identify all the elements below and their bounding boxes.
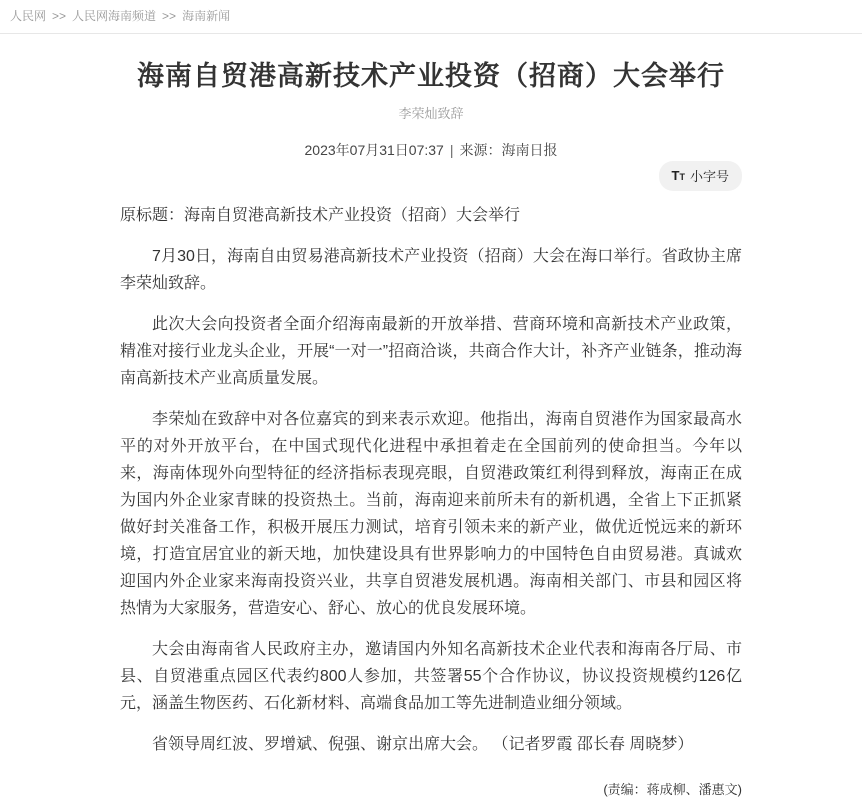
publish-date: 2023年07月31日07:37	[304, 142, 444, 158]
paragraph: 大会由海南省人民政府主办，邀请国内外知名高新技术企业代表和海南各厅局、市县、自贸港重点园区代表约800人参加，共签署55个合作协议，协议投资规模约126亿元，涵盖生物医药、石化新材料、高端食品加工等先进制造业细分领域。	[120, 641, 742, 712]
paragraph: 省领导周红波、罗增斌、倪强、谢京出席大会。 （记者罗霞 邵长春 周晓梦）	[152, 736, 694, 753]
article-meta	[120, 142, 742, 158]
font-size-icon: TT	[671, 168, 685, 183]
article-subtitle: 李荣灿致辞	[398, 106, 464, 121]
breadcrumb-link-people[interactable]: 人民网	[10, 9, 47, 23]
breadcrumb-link-hainan-news[interactable]: 海南新闻	[182, 9, 231, 23]
font-size-button[interactable]	[659, 161, 742, 191]
font-size-button-label: 小字号	[689, 169, 729, 184]
paragraph: 李荣灿在致辞中对各位嘉宾的到来表示欢迎。他指出，海南自贸港作为国家最高水平的对外开放平台，在中国式现代化进程中承担着走在全国前列的使命担当。今年以来，海南体现外向型特征的经济指标表现亮眼，自贸港政策红利得到释放，海南正在成为国内外企业家青睐的投资热土。当前，海南迎来前所未有的新机遇，全省上下正抓紧做好封关准备工作，积极开展压力测试，培育引领未来的新产业，做优近悦远来的新环境，打造宜居宜业的新天地，加快建设具有世界影响力的中国特色自由贸易港。真诚欢迎国内外企业家来海南投资兴业，共享自贸港发展机遇。海南相关部门、市县和园区将热情为大家服务，营造安心、舒心、放心的优良发展环境。	[120, 411, 742, 617]
editors-line: (责编：蒋成柳、潘惠文)	[603, 782, 742, 797]
article	[120, 60, 742, 803]
breadcrumb-link-hainan-channel[interactable]: 人民网海南频道	[72, 9, 157, 23]
source-link[interactable]: 海南日报	[501, 142, 558, 158]
paragraph: 此次大会向投资者全面介绍海南最新的开放举措、营商环境和高新技术产业政策，精准对接行业龙头企业，开展“一对一”招商洽谈，共商合作大计，补齐产业链条，推动海南高新技术产业高质量发展。	[120, 316, 742, 387]
breadcrumb-separator: >>	[162, 9, 177, 23]
article-body	[120, 202, 742, 803]
meta-separator: |	[449, 142, 454, 158]
original-title-line: 原标题：海南自贸港高新技术产业投资（招商）大会举行	[120, 207, 521, 224]
paragraph: 7月30日，海南自由贸易港高新技术产业投资（招商）大会在海口举行。省政协主席李荣灿致辞。	[120, 248, 742, 292]
breadcrumb-separator: >>	[52, 9, 67, 23]
source-label: 来源：	[459, 142, 502, 158]
breadcrumb	[0, 0, 862, 34]
page-title: 海南自贸港高新技术产业投资（招商）大会举行	[137, 61, 725, 91]
toolbar	[120, 161, 742, 188]
